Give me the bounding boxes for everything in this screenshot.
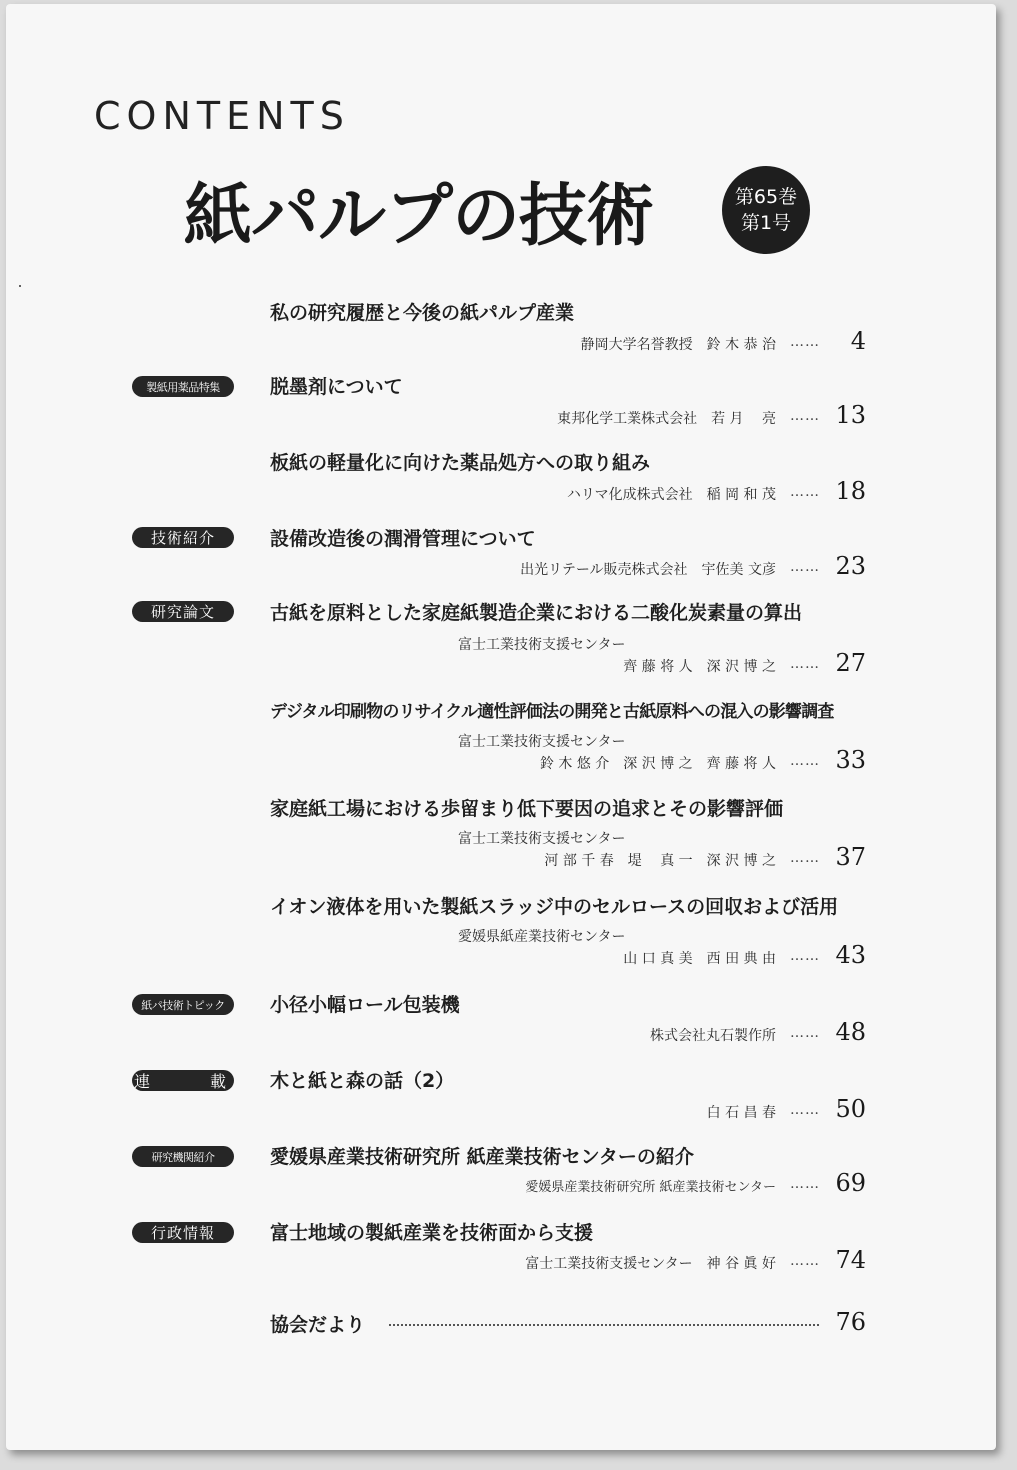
article-title: 小径小幅ロール包装機 xyxy=(270,994,460,1016)
author-line: ハリマ化成株式会社 稲 岡 和 茂 xyxy=(566,487,776,503)
page-number: 74 xyxy=(835,1246,866,1274)
article-title: 設備改造後の潤滑管理について xyxy=(270,528,536,550)
section-tag: 研究論文 xyxy=(132,601,234,622)
article-title: 古紙を原料とした家庭紙製造企業における二酸化炭素量の算出 xyxy=(270,602,803,624)
page-number: 43 xyxy=(835,941,866,969)
affiliation-line: 富士工業技術支援センター xyxy=(458,734,626,750)
author-line: 東邦化学工業株式会社 若 月 亮 xyxy=(557,411,776,427)
leader-dots: …… xyxy=(790,334,820,350)
article-title: イオン液体を用いた製紙スラッジ中のセルロースの回収および活用 xyxy=(270,896,839,918)
article-title: 愛媛県産業技術研究所 紙産業技術センターの紹介 xyxy=(270,1146,694,1168)
article-title: 私の研究履歴と今後の紙パルプ産業 xyxy=(270,302,575,324)
article-title: 脱墨剤について xyxy=(270,376,403,398)
dotted-leader xyxy=(389,1324,819,1326)
author-line: 鈴 木 悠 介 深 沢 博 之 齊 藤 将 人 xyxy=(539,756,776,772)
affiliation-line: 富士工業技術支援センター xyxy=(458,637,626,653)
article-title: 協会だより xyxy=(270,1314,366,1336)
author-line: 出光リテール販売株式会社 宇佐美 文彦 xyxy=(520,562,776,578)
article-title: デジタル印刷物のリサイクル適性評価法の開発と古紙原料への混入の影響調査 xyxy=(270,702,834,722)
leader-dots: …… xyxy=(790,408,820,424)
leader-dots: …… xyxy=(790,1253,820,1269)
leader-dots: …… xyxy=(790,559,820,575)
page-number: 76 xyxy=(835,1308,866,1336)
section-tag: 技術紹介 xyxy=(132,527,234,548)
article-title: 富士地域の製紙産業を技術面から支援 xyxy=(270,1222,594,1244)
section-tag: 行政情報 xyxy=(132,1222,234,1243)
section-tag: 研究機関紹介 xyxy=(132,1146,234,1167)
article-title: 板紙の軽量化に向けた薬品処方への取り組み xyxy=(270,452,651,474)
author-line: 富士工業技術支援センター 神 谷 眞 好 xyxy=(525,1256,776,1272)
volume-issue-badge xyxy=(722,166,810,254)
leader-dots: …… xyxy=(790,850,820,866)
contents-page xyxy=(6,4,996,1450)
page-number: 37 xyxy=(835,843,866,871)
author-line: 河 部 千 春 堤 真 一 深 沢 博 之 xyxy=(544,853,776,869)
leader-dots: …… xyxy=(790,1025,820,1041)
print-speck xyxy=(19,285,21,287)
leader-dots: …… xyxy=(790,753,820,769)
affiliation-line: 富士工業技術支援センター xyxy=(458,831,626,847)
article-title: 家庭紙工場における歩留まり低下要因の追求とその影響評価 xyxy=(270,798,784,820)
issue-label: 第1号 xyxy=(740,212,792,234)
leader-dots: …… xyxy=(790,948,820,964)
volume-label: 第65巻 xyxy=(734,186,798,208)
page-number: 50 xyxy=(835,1095,866,1123)
page-number: 23 xyxy=(835,552,866,580)
author-line: 株式会社丸石製作所 xyxy=(650,1028,776,1044)
author-line: 山 口 真 美 西 田 典 由 xyxy=(623,951,776,967)
section-tag: 製紙用薬品特集 xyxy=(132,376,234,397)
page-number: 13 xyxy=(835,401,866,429)
author-line: 愛媛県産業技術研究所 紙産業技術センター xyxy=(525,1180,776,1195)
leader-dots: …… xyxy=(790,1176,820,1192)
affiliation-line: 愛媛県紙産業技術センター xyxy=(458,929,626,945)
section-tag: 紙パ技術トピック xyxy=(132,994,234,1015)
leader-dots: …… xyxy=(790,656,820,672)
section-tag: 連 載 xyxy=(134,1072,249,1091)
page-number: 18 xyxy=(835,477,866,505)
leader-dots: …… xyxy=(790,484,820,500)
contents-label: CONTENTS xyxy=(94,94,350,138)
page-number: 4 xyxy=(850,327,866,355)
article-title: 木と紙と森の話（2） xyxy=(270,1070,455,1092)
page-number: 69 xyxy=(835,1169,866,1197)
magazine-title: 紙パルプの技術 xyxy=(184,177,654,256)
page-number: 48 xyxy=(835,1018,866,1046)
author-line: 齊 藤 将 人 深 沢 博 之 xyxy=(623,659,776,675)
leader-dots: …… xyxy=(790,1102,820,1118)
page-number: 27 xyxy=(835,649,866,677)
page-number: 33 xyxy=(835,746,866,774)
author-line: 静岡大学名誉教授 鈴 木 恭 治 xyxy=(580,337,776,353)
author-line: 白 石 昌 春 xyxy=(706,1105,776,1121)
